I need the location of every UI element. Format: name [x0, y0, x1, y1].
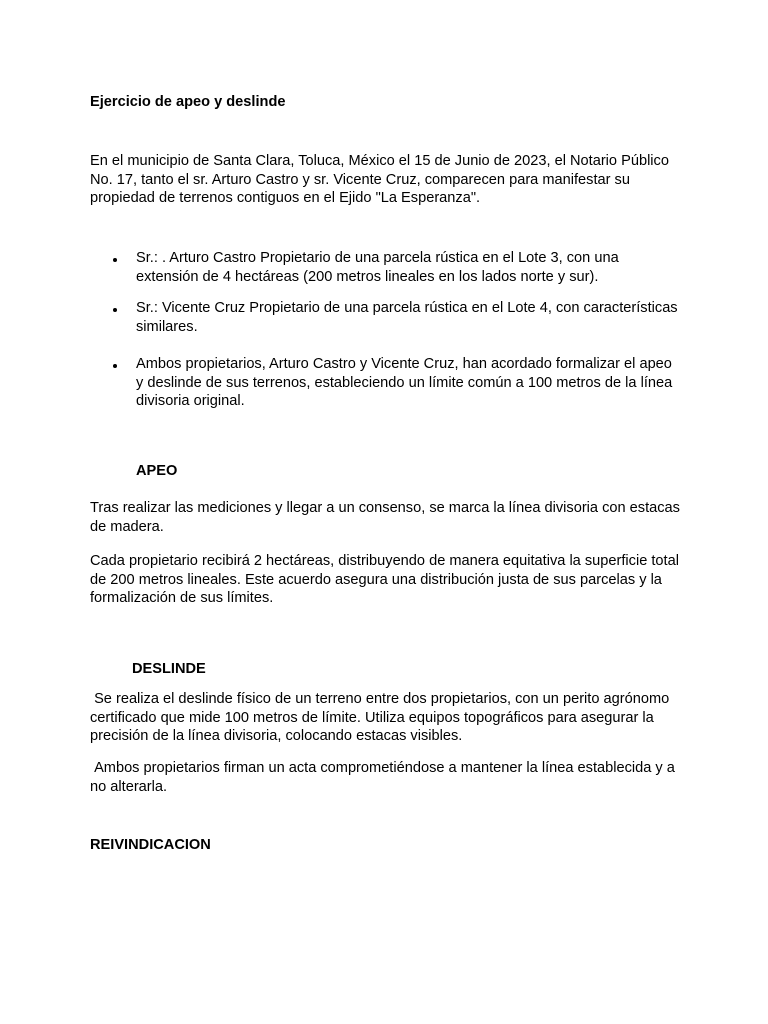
list-item: Sr.: . Arturo Castro Propietario de una parcela rústica en el Lote 3, con una extensión de 4 hectáreas (200 metros lineales en los lados norte y sur). — [136, 250, 619, 285]
document-title: Ejercicio de apeo y deslinde — [90, 94, 286, 110]
bullet-marker — [113, 308, 117, 312]
intro-paragraph: En el municipio de Santa Clara, Toluca, México el 15 de Junio de 2023, el Notario Público No. 17, tanto el sr. Arturo Castro y sr. Vicente Cruz, comparecen para manifestar su propiedad de terrenos contiguos en el Ejido "La Esperanza". — [90, 153, 669, 207]
list-item: Sr.: Vicente Cruz Propietario de una parcela rústica en el Lote 4, con características similares. — [136, 300, 678, 335]
apeo-paragraph-2: Cada propietario recibirá 2 hectáreas, distribuyendo de manera equitativa la superficie total de 200 metros lineales. Este acuerdo asegura una distribución justa de sus parcelas y la formalización de sus límites. — [90, 553, 679, 607]
bullet-marker — [113, 364, 117, 368]
apeo-paragraph-1: Tras realizar las mediciones y llegar a un consenso, se marca la línea divisoria con estacas de madera. — [90, 500, 680, 535]
section-heading-apeo: APEO — [136, 463, 178, 479]
list-item: Ambos propietarios, Arturo Castro y Vicente Cruz, han acordado formalizar el apeo y deslinde de sus terrenos, estableciendo un límite común a 100 metros de la línea divisoria original. — [136, 356, 673, 410]
deslinde-paragraph-2: Ambos propietarios firman un acta comprometiéndose a mantener la línea establecida y a no alterarla. — [90, 760, 679, 795]
section-heading-reivindicacion: REIVINDICACION — [90, 837, 211, 853]
bullet-marker — [113, 258, 117, 262]
section-heading-deslinde: DESLINDE — [132, 661, 206, 677]
deslinde-paragraph-1: Se realiza el deslinde físico de un terreno entre dos propietarios, con un perito agrónomo certificado que mide 100 metros de límite. Utiliza equipos topográficos para asegurar la precisión de la línea divisoria, colocando estacas visibles. — [90, 691, 674, 745]
